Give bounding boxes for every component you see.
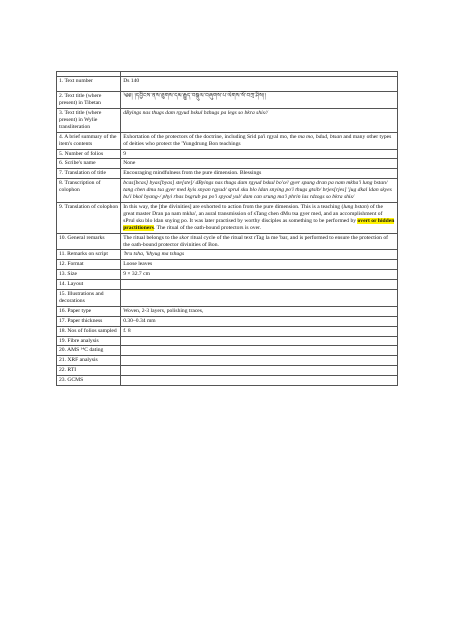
table-row bbox=[57, 376, 398, 386]
table-row bbox=[57, 132, 398, 149]
row-value bbox=[121, 202, 398, 233]
table-row bbox=[57, 202, 398, 233]
row-value: dByings nas thugs dam rgyud bskul bzhugs pa legs so bkra shis// bbox=[121, 109, 398, 133]
text-run-italic: skor bbox=[179, 234, 189, 241]
metadata-table bbox=[56, 71, 398, 386]
row-value bbox=[121, 280, 398, 290]
text-run-italic: ma mo, bbox=[297, 133, 315, 140]
text-run: The ritual belongs to the bbox=[123, 234, 180, 241]
table-row bbox=[57, 92, 398, 109]
table-row bbox=[57, 316, 398, 326]
text-run: Exhortation of the protectors of the doctrine, including Srid pa'i rgyal mo, the bbox=[123, 133, 298, 140]
row-label: 18. Nos of folios sampled bbox=[57, 326, 121, 336]
row-value: None bbox=[121, 159, 398, 169]
row-value bbox=[121, 233, 398, 250]
row-value-tibetan: ༄༅། །དབྱིངས་ནས་ཐུགས་དམ་རྒྱུད་བསྐུལ་བཞུགས་པ་ལེགས་སོ་བཀྲ་ཤིས།། bbox=[121, 92, 398, 109]
table-row bbox=[57, 336, 398, 346]
text-run: , and is performed to ensure the protection of the oath-bound protector divinities of Bon. bbox=[123, 234, 388, 248]
text-run-italic: lung bstan bbox=[343, 203, 367, 210]
row-label: 9. Translation of colophon bbox=[57, 202, 121, 233]
row-label: 21. XRF analysis bbox=[57, 356, 121, 366]
table-row bbox=[57, 280, 398, 290]
row-value bbox=[121, 376, 398, 386]
row-value: f. 8 bbox=[121, 326, 398, 336]
table-row bbox=[57, 169, 398, 179]
row-value bbox=[121, 132, 398, 149]
text-run: ) of the great master Dran pa nam mkha', an aural transmission of sTang chen dMu tsa gyer med, and an accomplishment of sPrul sku blo ldan snying po. It was later practised by worthy disciples as something to be performed by bbox=[123, 203, 383, 224]
row-label: 19. Fibre analysis bbox=[57, 336, 121, 346]
row-value: Ds 140 bbox=[121, 77, 398, 92]
table-row bbox=[57, 233, 398, 250]
table-row bbox=[57, 77, 398, 92]
row-value: 0.30–0.34 mm bbox=[121, 316, 398, 326]
table-row bbox=[57, 306, 398, 316]
row-label: 3. Text title (where present) in Wylie transliteration bbox=[57, 109, 121, 133]
table-row bbox=[57, 326, 398, 336]
row-label: 10. General remarks bbox=[57, 233, 121, 250]
table-row bbox=[57, 356, 398, 366]
row-label: 14. Layout bbox=[57, 280, 121, 290]
row-value bbox=[121, 290, 398, 307]
highlighted-text: overt or hidden practitioners bbox=[123, 217, 395, 231]
row-label: 6. Scribe's name bbox=[57, 159, 121, 169]
row-label: 23. GCMS bbox=[57, 376, 121, 386]
row-label: 8. Transcription of colophon bbox=[57, 179, 121, 203]
text-run-italic: bdud, btsan bbox=[315, 133, 342, 140]
row-value: 9 × 32.7 cm bbox=[121, 270, 398, 280]
row-label: 20. AMS ¹⁴C dating bbox=[57, 346, 121, 356]
row-value bbox=[121, 336, 398, 346]
row-label: 12. Format bbox=[57, 260, 121, 270]
text-run: rTag la me 'bar bbox=[254, 234, 288, 241]
row-label: 13. Size bbox=[57, 270, 121, 280]
row-value: 9 bbox=[121, 149, 398, 159]
table-row bbox=[57, 270, 398, 280]
table-row bbox=[57, 159, 398, 169]
row-label: 4. A brief summary of the item's contents bbox=[57, 132, 121, 149]
row-label: 11. Remarks on script bbox=[57, 250, 121, 260]
row-value: Encouraging mindfulness from the pure dimension. Blessings bbox=[121, 169, 398, 179]
row-label: 16. Paper type bbox=[57, 306, 121, 316]
row-label: 1. Text number bbox=[57, 77, 121, 92]
table-row bbox=[57, 149, 398, 159]
row-label: 7. Translation of title bbox=[57, 169, 121, 179]
text-run: . The ritual of the oath-bound protectors is over. bbox=[153, 224, 262, 231]
text-run: and many other types of deities who protect the 'Yungdrung Bon teachings bbox=[123, 133, 392, 147]
row-value: Woven, 2-3 layers, polishing traces, bbox=[121, 306, 398, 316]
table-row bbox=[57, 109, 398, 133]
table-row bbox=[57, 346, 398, 356]
row-value bbox=[121, 346, 398, 356]
table-row bbox=[57, 250, 398, 260]
table-row bbox=[57, 179, 398, 203]
row-value bbox=[121, 356, 398, 366]
row-value: 'bru tsha, 'khyug ma tshugs bbox=[121, 250, 398, 260]
text-run: In this way, the [the divinities] are exhorted to action from the pure dimension. This is a teaching ( bbox=[123, 203, 344, 210]
text-run: ritual cycle of the ritual text bbox=[188, 234, 255, 241]
row-label: 22. RTI bbox=[57, 366, 121, 376]
row-label: 5. Number of folios bbox=[57, 149, 121, 159]
table-row bbox=[57, 366, 398, 376]
table-row bbox=[57, 260, 398, 270]
table-row bbox=[57, 290, 398, 307]
row-value: bcas[bcas] byas[byas] ste[ste]/ dByings nas thugs dam rgyud bskul bo'o// gyer spung dran pa nam mkha'i lung bstan/ tang chen dmu tsa gyer med kyis snyan rgyud/ sprul sku blo ldan snying po'i thugs gtsib/ brjes[rjes] 'jug dkal ldan skyes bu'i bkol byang-/ phyi rbas bsgrub pa po'i spyod yul/ dam can srung ma'i phrin las rdzogs so bkra shis/ bbox=[121, 179, 398, 203]
row-label: 17. Paper thickness bbox=[57, 316, 121, 326]
row-label: 2. Text title (where present) in Tibetan bbox=[57, 92, 121, 109]
row-value bbox=[121, 366, 398, 376]
row-label: 15. Illustrations and decorations bbox=[57, 290, 121, 307]
row-value: Loose leaves bbox=[121, 260, 398, 270]
